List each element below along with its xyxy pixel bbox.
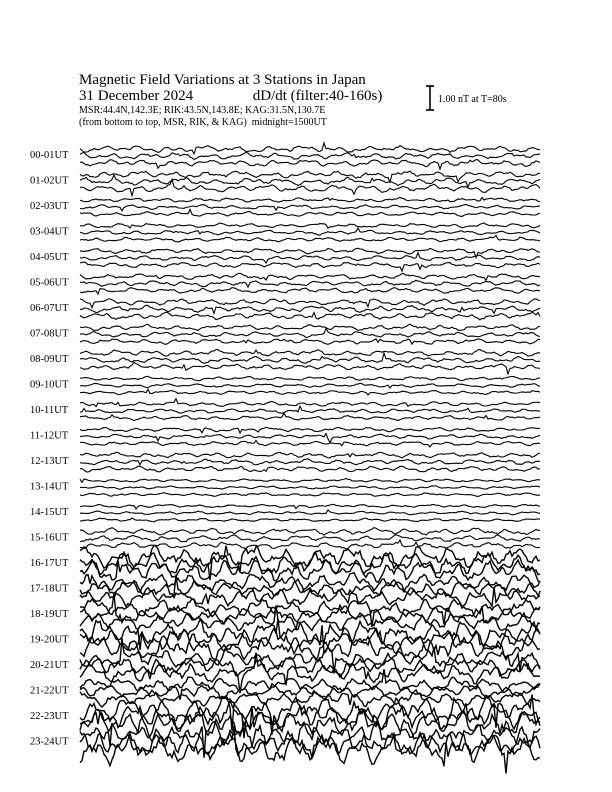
trace-03-04UT-MSR: [80, 223, 540, 228]
trace-03-04UT-RIK: [80, 228, 540, 235]
chart-subtitle: [79, 88, 382, 105]
row-label-22-23UT: 22-23UT: [30, 711, 69, 722]
trace-01-02UT-RIK: [80, 175, 540, 187]
trace-05-06UT-KAG: [80, 288, 540, 295]
row-label-21-22UT: 21-22UT: [30, 685, 69, 697]
trace-09-10UT-MSR: [80, 376, 540, 380]
row-label-07-08UT: 07-08UT: [30, 328, 69, 340]
station-order-note: [79, 117, 327, 128]
trace-14-15UT-RIK: [80, 510, 540, 515]
trace-00-01UT-KAG: [80, 160, 540, 170]
trace-23-24UT-KAG: [80, 734, 540, 774]
trace-02-03UT-MSR: [80, 197, 540, 202]
trace-15-16UT-KAG: [80, 540, 540, 549]
trace-08-09UT-KAG: [80, 362, 540, 374]
trace-10-11UT-KAG: [80, 413, 540, 421]
trace-15-16UT-MSR: [80, 528, 540, 535]
trace-01-02UT-MSR: [80, 171, 540, 182]
row-label-06-07UT: 06-07UT: [30, 303, 69, 314]
trace-10-11UT-RIK: [80, 406, 540, 413]
trace-11-12UT-MSR: [80, 427, 540, 433]
row-label-01-02UT: 01-02UT: [30, 175, 69, 187]
trace-03-04UT-KAG: [80, 235, 540, 242]
order-label: (from bottom to top, MSR, RIK, & KAG): [79, 117, 247, 128]
trace-07-08UT-MSR: [80, 324, 540, 330]
trace-11-12UT-KAG: [80, 440, 540, 447]
row-label-03-04UT: 03-04UT: [30, 226, 69, 238]
trace-12-13UT-MSR: [80, 452, 540, 458]
trace-02-03UT-KAG: [80, 210, 540, 217]
row-label-09-10UT: 09-10UT: [30, 379, 69, 391]
date-label: 31 December 2024: [79, 88, 194, 104]
trace-00-01UT-RIK: [80, 152, 540, 159]
trace-group: [80, 143, 540, 774]
row-label-15-16UT: 15-16UT: [30, 532, 69, 544]
trace-19-20UT-MSR: [80, 619, 540, 649]
chart-title: Magnetic Field Variations at 3 Stations in Japan: [79, 72, 366, 88]
station-coordinates: MSR:44.4N,142.3E; RIK:43.5N,143.8E; KAG:31.5N,130.7E: [79, 105, 326, 116]
row-label-10-11UT: 10-11UT: [30, 405, 69, 416]
trace-04-05UT-KAG: [80, 262, 540, 271]
trace-08-09UT-MSR: [80, 349, 540, 356]
trace-08-09UT-RIK: [80, 353, 540, 363]
trace-09-10UT-RIK: [80, 383, 540, 388]
trace-04-05UT-RIK: [80, 253, 540, 263]
scale-bar-icon: [426, 86, 434, 110]
trace-14-15UT-MSR: [80, 504, 540, 509]
midnight-label: midnight=1500UT: [251, 117, 327, 128]
trace-00-01UT-MSR: [80, 143, 540, 154]
trace-19-20UT-RIK: [80, 619, 540, 654]
trace-13-14UT-KAG: [80, 493, 540, 497]
trace-18-19UT-MSR: [80, 599, 540, 627]
trace-09-10UT-KAG: [80, 389, 540, 395]
row-label-20-21UT: 20-21UT: [30, 660, 69, 671]
trace-05-06UT-RIK: [80, 280, 540, 287]
row-label-05-06UT: 05-06UT: [30, 277, 69, 289]
trace-15-16UT-RIK: [80, 535, 540, 542]
row-label-02-03UT: 02-03UT: [30, 201, 69, 212]
row-label-12-13UT: 12-13UT: [30, 456, 69, 467]
row-label-16-17UT: 16-17UT: [30, 558, 69, 569]
row-label-18-19UT: 18-19UT: [30, 609, 69, 620]
row-label-00-01UT: 00-01UT: [30, 150, 69, 161]
hour-labels: [30, 150, 69, 748]
trace-11-12UT-RIK: [80, 434, 540, 443]
row-label-19-20UT: 19-20UT: [30, 634, 69, 646]
trace-02-03UT-RIK: [80, 204, 540, 210]
row-label-04-05UT: 04-05UT: [30, 252, 69, 263]
scale-label: 1.00 nT at T=80s: [438, 94, 507, 105]
trace-12-13UT-KAG: [80, 466, 540, 472]
row-label-11-12UT: 11-12UT: [30, 430, 69, 442]
row-label-23-24UT: 23-24UT: [30, 736, 69, 748]
trace-07-08UT-RIK: [80, 328, 540, 337]
trace-06-07UT-KAG: [80, 312, 540, 320]
trace-07-08UT-KAG: [80, 339, 540, 344]
trace-14-15UT-KAG: [80, 518, 540, 522]
trace-12-13UT-RIK: [80, 459, 540, 465]
filter-label: (filter:40-160s): [290, 88, 383, 104]
component-label: dD/dt: [252, 88, 287, 104]
trace-16-17UT-RIK: [80, 553, 540, 580]
trace-06-07UT-RIK: [80, 305, 540, 313]
trace-22-23UT-KAG: [80, 708, 540, 746]
trace-10-11UT-MSR: [80, 399, 540, 407]
row-label-17-18UT: 17-18UT: [30, 583, 69, 595]
trace-13-14UT-RIK: [80, 486, 540, 490]
trace-05-06UT-MSR: [80, 273, 540, 280]
row-label-13-14UT: 13-14UT: [30, 481, 69, 493]
trace-13-14UT-MSR: [80, 479, 540, 483]
row-label-08-09UT: 08-09UT: [30, 354, 69, 365]
row-label-14-15UT: 14-15UT: [30, 507, 69, 518]
